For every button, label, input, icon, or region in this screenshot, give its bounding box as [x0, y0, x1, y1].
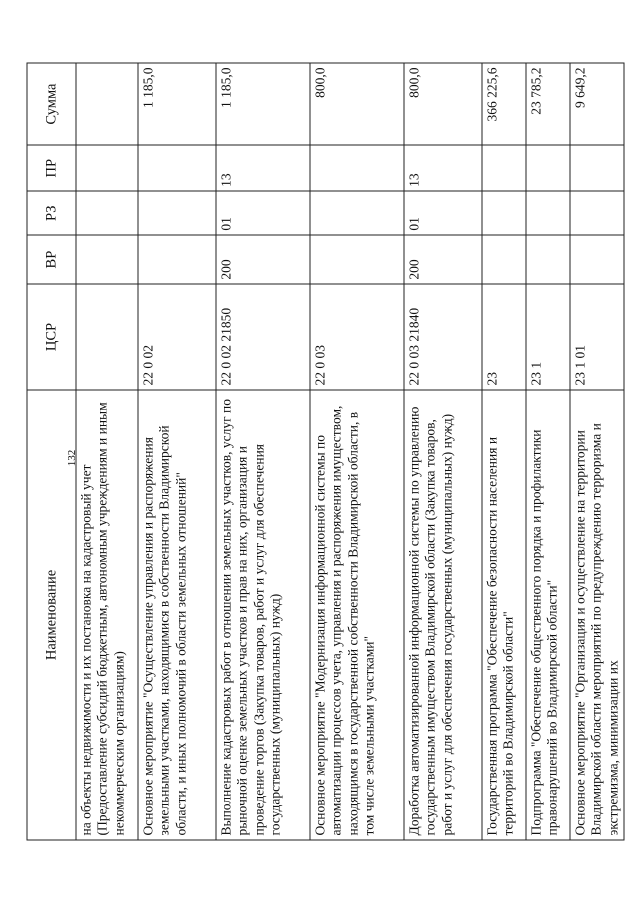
row-csr — [76, 284, 138, 390]
row-name: Доработка автоматизированной информационной системы по управлению государственным имуществом Владимирской области (Закупка товаров, работ и услуг для обеспечения государственных (муниципальных) нужд) — [404, 390, 482, 840]
row-pr — [570, 145, 624, 191]
row-name: Выполнение кадастровых работ в отношении земельных участков, услуг по рыночной оценке земельных участков и прав на них, организация и проведение торгов (Закупка товаров, работ и услуг для обеспечения государственных (муниципальных) нужд) — [216, 390, 310, 840]
row-rz — [482, 191, 526, 235]
header-sum: Сумма — [27, 63, 76, 145]
table-row — [404, 63, 482, 840]
row-vr — [570, 235, 624, 284]
row-name: Подпрограмма "Обеспечение общественного порядка и профилактики правонарушений во Владимирской области" — [526, 390, 570, 840]
row-sum — [76, 63, 138, 145]
row-vr — [526, 235, 570, 284]
table-row — [310, 63, 404, 840]
rotated-document — [27, 63, 621, 841]
header-csr: ЦСР — [27, 284, 76, 390]
row-pr — [482, 145, 526, 191]
row-name: Государственная программа "Обеспечение безопасности населения и территорий во Владимирской области" — [482, 390, 526, 840]
table-row — [216, 63, 310, 840]
row-rz — [570, 191, 624, 235]
row-sum: 366 225,6 — [482, 63, 526, 145]
row-sum: 9 649,2 — [570, 63, 624, 145]
table-row — [76, 63, 138, 840]
row-csr: 22 0 03 — [310, 284, 404, 390]
row-pr: 13 — [404, 145, 482, 191]
row-pr — [76, 145, 138, 191]
page-number: 132 — [66, 449, 78, 467]
row-name: Основное мероприятие "Модернизация информационной системы по автоматизации процессов учета, управления и распоряжения имуществом, находящимся в государственной собственности Владимирской области, в том числе земельными участками" — [310, 390, 404, 840]
row-rz — [76, 191, 138, 235]
row-csr: 22 0 02 21850 — [216, 284, 310, 390]
row-pr — [526, 145, 570, 191]
row-rz — [138, 191, 216, 235]
row-name: Основное мероприятие "Организация и осуществление на территории Владимирской области мероприятий по предупреждению терроризма и экстремизма, минимизации их — [570, 390, 624, 840]
row-csr: 23 1 — [526, 284, 570, 390]
row-rz: 01 — [216, 191, 310, 235]
row-pr — [138, 145, 216, 191]
row-pr: 13 — [216, 145, 310, 191]
header-vr: ВР — [27, 235, 76, 284]
row-vr — [76, 235, 138, 284]
table-row — [138, 63, 216, 840]
row-name: на объекты недвижимости и их постановка на кадастровый учет (Предоставление субсидий бюджетным, автономным учреждениям и иным некоммерческим организациям) — [76, 390, 138, 840]
row-rz: 01 — [404, 191, 482, 235]
row-csr: 22 0 03 21840 — [404, 284, 482, 390]
table-header-row — [27, 63, 76, 840]
header-pr: ПР — [27, 145, 76, 191]
row-name: Основное мероприятие "Осуществление управления и распоряжения земельными участками, находящимися в собственности Владимирской области, и иных полномочий в области земельных отношений" — [138, 390, 216, 840]
row-vr: 200 — [216, 235, 310, 284]
row-sum: 800,0 — [404, 63, 482, 145]
table-row — [526, 63, 570, 840]
row-vr — [482, 235, 526, 284]
row-vr: 200 — [404, 235, 482, 284]
row-rz — [310, 191, 404, 235]
row-csr: 23 1 01 — [570, 284, 624, 390]
row-sum: 23 785,2 — [526, 63, 570, 145]
row-vr — [310, 235, 404, 284]
row-csr: 23 — [482, 284, 526, 390]
row-sum: 1 185,0 — [216, 63, 310, 145]
row-sum: 800,0 — [310, 63, 404, 145]
table-row — [570, 63, 624, 840]
row-rz — [526, 191, 570, 235]
row-sum: 1 185,0 — [138, 63, 216, 145]
row-pr — [310, 145, 404, 191]
table-row — [482, 63, 526, 840]
budget-table — [27, 63, 625, 841]
row-vr — [138, 235, 216, 284]
header-rz: РЗ — [27, 191, 76, 235]
row-csr: 22 0 02 — [138, 284, 216, 390]
header-name: Наименование — [27, 390, 76, 840]
